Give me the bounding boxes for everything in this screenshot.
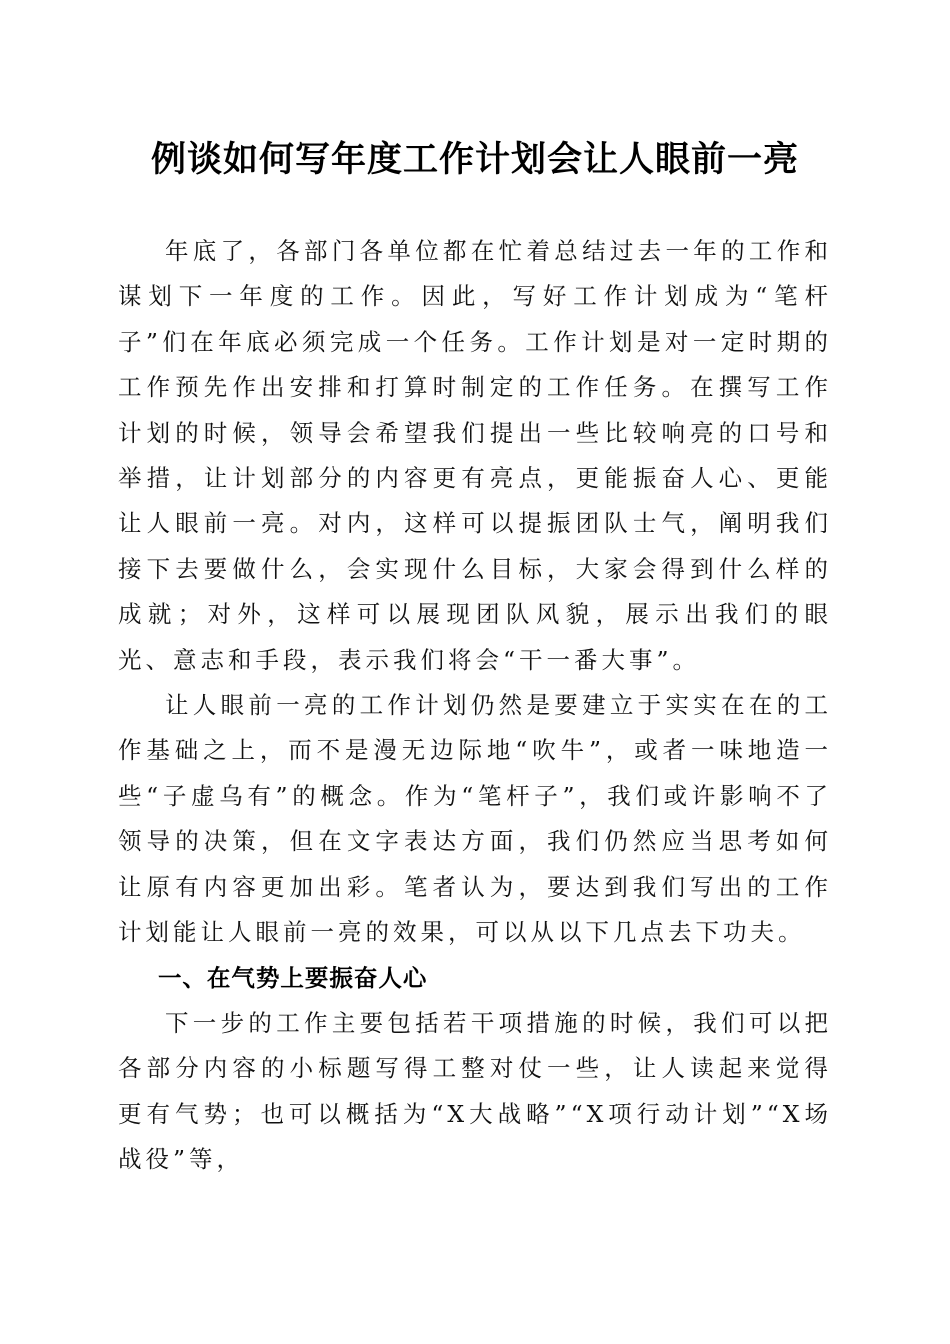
section-heading-1: 一、在气势上要振奋人心 xyxy=(157,963,428,992)
document-body xyxy=(118,229,832,1183)
paragraph-section-1: 下一步的工作主要包括若干项措施的时候，我们可以把各部分内容的小标题写得工整对仗一些，让人读起来觉得更有气势；也可以概括为“X大战略”“X项行动计划”“X场战役”等， xyxy=(118,1008,832,1174)
paragraph-intro: 年底了，各部门各单位都在忙着总结过去一年的工作和谋划下一年度的工作。因此，写好工作计划成为“笔杆子”们在年底必须完成一个任务。工作计划是对一定时期的工作预先作出安排和打算时制定的工作任务。在撰写工作计划的时候，领导会希望我们提出一些比较响亮的口号和举措，让计划部分的内容更有亮点，更能振奋人心、更能让人眼前一亮。对内，这样可以提振团队士气，阐明我们接下去要做什么，会实现什么目标，大家会得到什么样的成就；对外，这样可以展现团队风貌，展示出我们的眼光、意志和手段，表示我们将会“干一番大事”。 xyxy=(118,237,832,674)
paragraph-foundation: 让人眼前一亮的工作计划仍然是要建立于实实在在的工作基础之上，而不是漫无边际地“吹牛”，或者一味地造一些“子虚乌有”的概念。作为“笔杆子”，我们或许影响不了领导的决策，但在文字表达方面，我们仍然应当思考如何让原有内容更加出彩。笔者认为，要达到我们写出的工作计划能让人眼前一亮的效果，可以从以下几点去下功夫。 xyxy=(118,691,832,947)
document-title: 例谈如何写年度工作计划会让人眼前一亮 xyxy=(150,139,799,180)
